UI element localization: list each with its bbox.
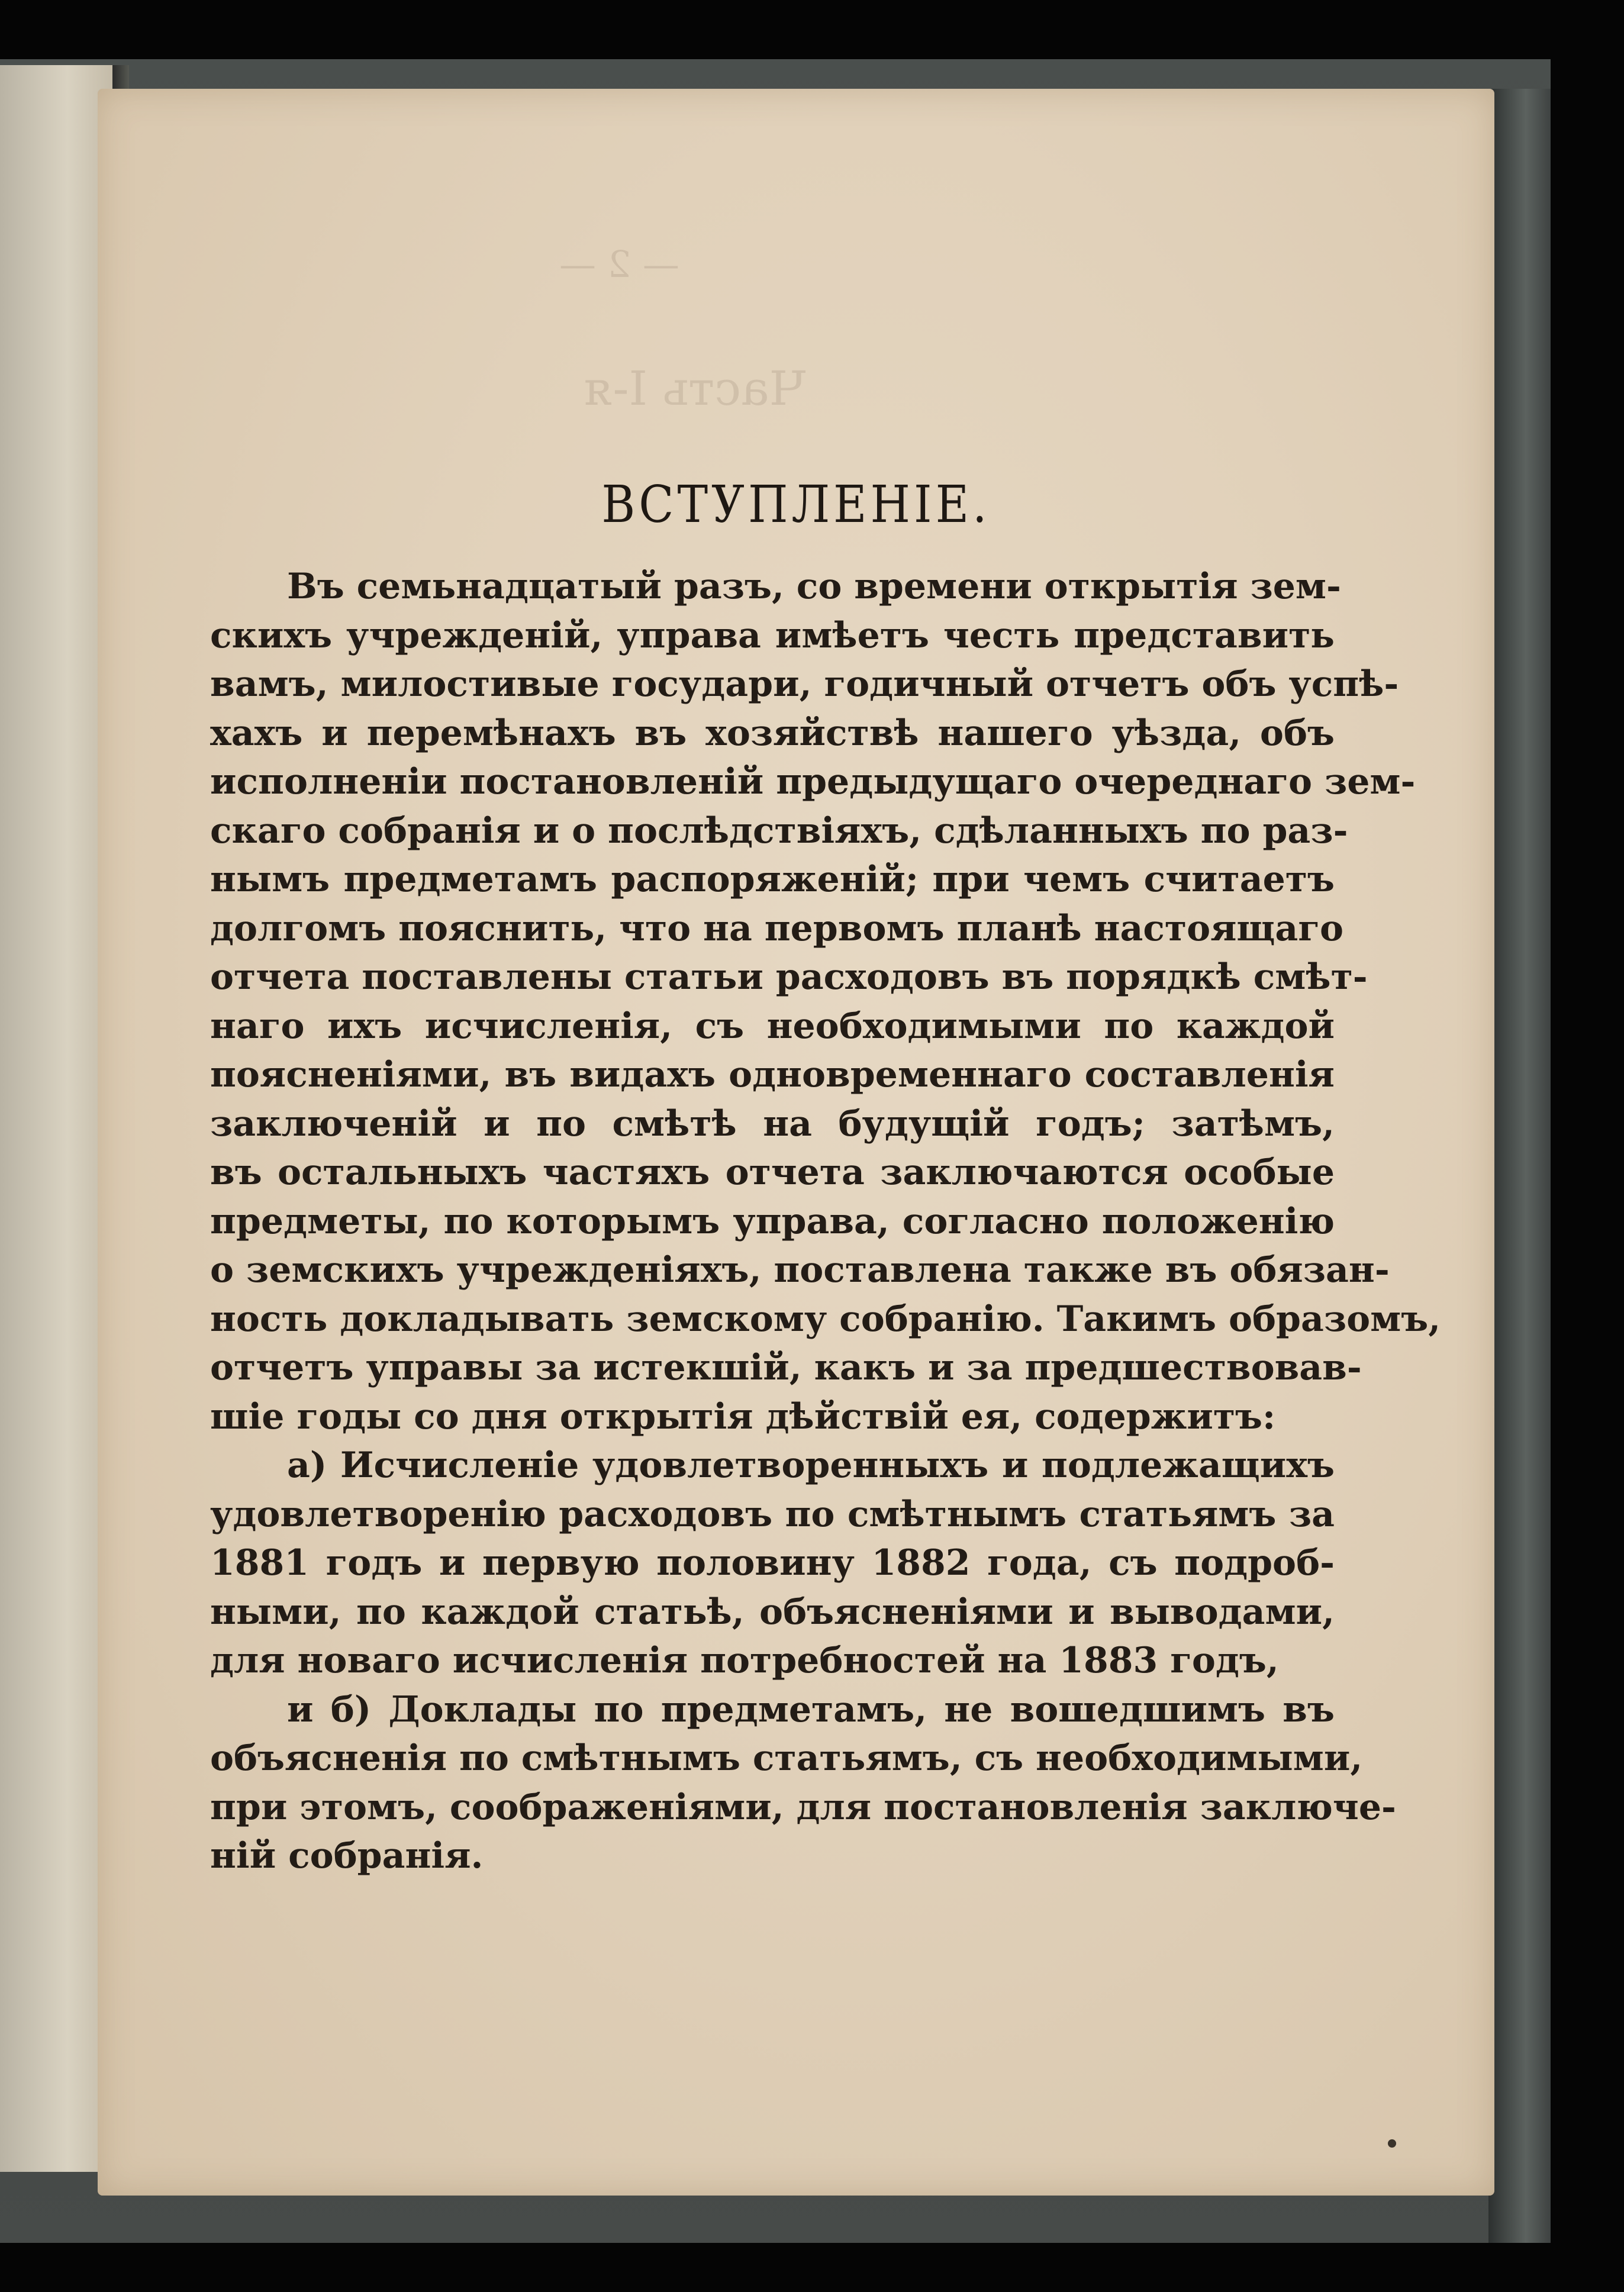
text-line: при этомъ, соображеніями, для постановленія заключе-: [210, 1786, 1396, 1828]
text-line: для новаго исчисленія потребностей на 1883 годъ,: [210, 1640, 1279, 1681]
show-through-text: Часть I-я: [583, 361, 806, 416]
text-line: предметы, по которымъ управа, согласно положенію: [210, 1200, 1335, 1242]
text-line: объясненія по смѣтнымъ статьямъ, съ необходимыми,: [210, 1737, 1363, 1779]
text-line: шіе годы со дня открытія дѣйствій ея, содержитъ:: [210, 1395, 1276, 1437]
text-line: и б) Доклады по предметамъ, не вошедшимъ въ: [287, 1688, 1335, 1730]
dust-speck: [1388, 2139, 1396, 2148]
text-line: въ остальныхъ частяхъ отчета заключаются особые: [210, 1152, 1335, 1193]
text-line: поясненіями, въ видахъ одновременнаго составленія: [210, 1054, 1335, 1095]
intro-body: [210, 562, 1441, 1881]
text-line: ными, по каждой статьѣ, объясненіями и выводами,: [210, 1591, 1335, 1633]
text-line: отчета поставлены статьи расходовъ въ порядкѣ смѣт-: [210, 956, 1368, 998]
text-line: ній собранія.: [210, 1835, 484, 1877]
text-line: скаго собранія и о послѣдствіяхъ, сдѣланныхъ по раз-: [210, 810, 1348, 852]
text-line: 1881 годъ и первую половину 1882 года, съ подроб-: [210, 1542, 1335, 1584]
text-line: долгомъ пояснить, что на первомъ планѣ настоящаго: [210, 907, 1344, 949]
text-line: исполненіи постановленій предыдущаго очереднаго зем-: [210, 761, 1416, 802]
show-through-text: — 2 —: [559, 243, 679, 286]
text-line: заключеній и по смѣтѣ на будущій годъ; затѣмъ,: [210, 1103, 1335, 1145]
text-line: хахъ и перемѣнахъ въ хозяйствѣ нашего уѣзда, объ: [210, 712, 1335, 754]
text-line: Въ семьнадцатый разъ, со времени открытія зем-: [287, 566, 1341, 607]
text-line: вамъ, милостивые государи, годичный отчетъ объ успѣ-: [210, 663, 1399, 705]
page-title: ВСТУПЛЕНІЕ.: [601, 475, 991, 534]
text-line: отчетъ управы за истекшій, какъ и за предшествовав-: [210, 1347, 1362, 1388]
text-line: ность докладывать земскому собранію. Такимъ образомъ,: [210, 1298, 1441, 1340]
text-line: о земскихъ учрежденіяхъ, поставлена также въ обязан-: [210, 1249, 1390, 1291]
text-line: наго ихъ исчисленія, съ необходимыми по каждой: [210, 1005, 1335, 1047]
text-line: а) Исчисленіе удовлетворенныхъ и подлежащихъ: [287, 1445, 1335, 1486]
book-cover-edge: [1488, 89, 1551, 2243]
text-line: удовлетворенію расходовъ по смѣтнымъ статьямъ за: [210, 1493, 1335, 1535]
book-page: [98, 89, 1494, 2196]
text-line: нымъ предметамъ распоряженій; при чемъ считаетъ: [210, 859, 1335, 900]
text-line: скихъ учрежденій, управа имѣетъ честь представить: [210, 614, 1335, 656]
